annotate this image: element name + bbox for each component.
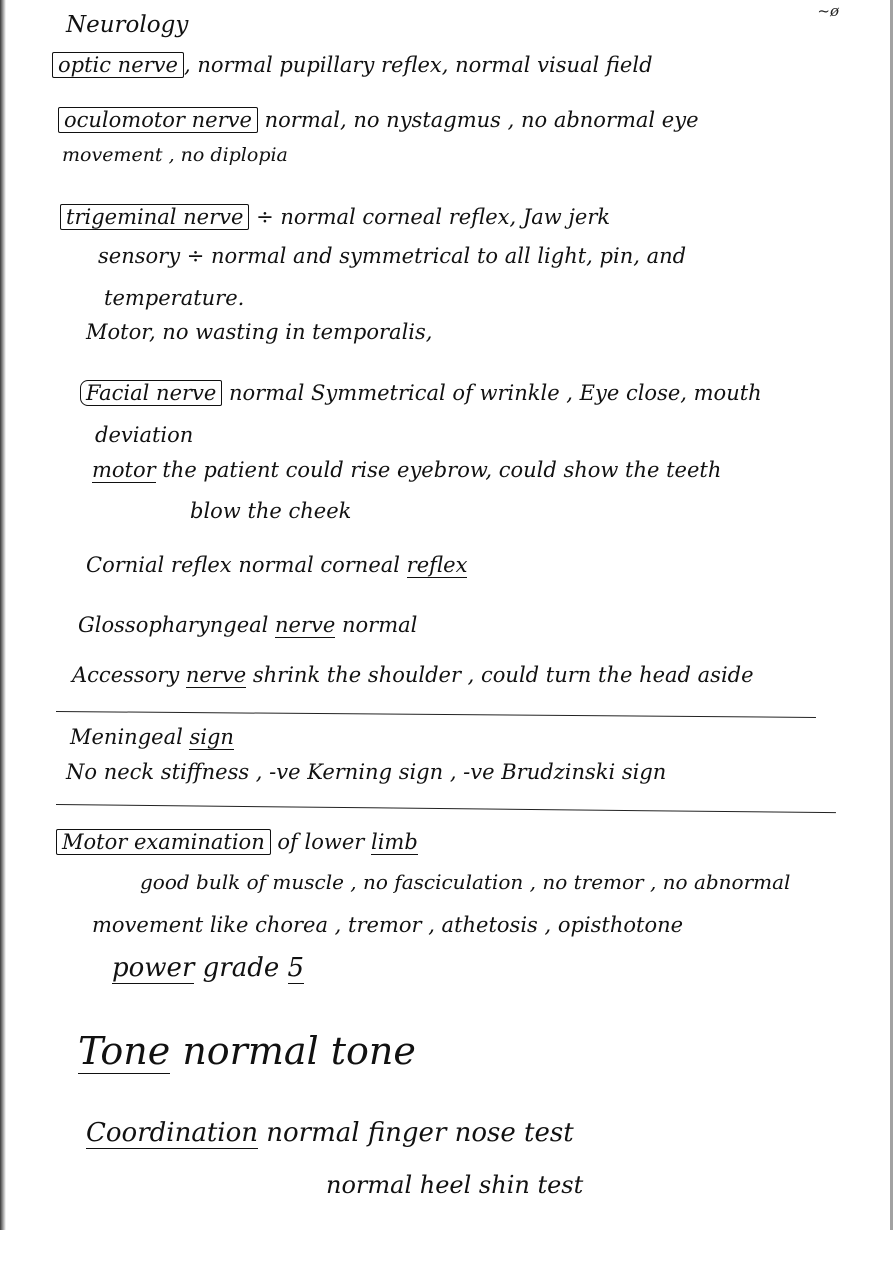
optic-text: , normal pupillary reflex, normal visual field xyxy=(183,53,653,77)
facial-line4: blow the cheek xyxy=(190,499,352,523)
tone-line xyxy=(78,1029,416,1073)
glosso-text: normal xyxy=(335,613,418,637)
coordination-line2: normal heel shin test xyxy=(326,1171,584,1199)
glosso-line xyxy=(78,615,417,636)
tone-text: normal tone xyxy=(170,1029,416,1073)
coordination-label: Coordination xyxy=(86,1118,258,1148)
facial-motor-line xyxy=(92,460,721,481)
oculomotor-line xyxy=(58,110,699,131)
accessory-line xyxy=(72,665,754,686)
trigeminal-text: ÷ normal corneal reflex, Jaw jerk xyxy=(256,205,611,229)
facial-label: Facial nerve xyxy=(80,380,222,406)
facial-line xyxy=(80,383,762,404)
corneal-text: normal corneal xyxy=(231,553,407,577)
trigeminal-sensory-1: sensory ÷ normal and symmetrical to all light, pin, and xyxy=(98,244,687,268)
accessory-label: Accessory xyxy=(72,663,186,687)
corneal-label: Cornial reflex xyxy=(86,553,232,577)
motor-exam-line3: movement like chorea , tremor , athetosis , opisthotone xyxy=(92,913,684,937)
oculomotor-text: normal, no nystagmus , no abnormal eye xyxy=(257,108,699,132)
facial-text: normal Symmetrical of wrinkle , Eye close, mouth xyxy=(222,381,762,405)
motor-exam-line xyxy=(56,832,418,853)
coordination-text: normal finger nose test xyxy=(258,1118,574,1148)
facial-motor-label: motor xyxy=(92,458,156,482)
accessory-text: shrink the shoulder , could turn the head aside xyxy=(246,663,754,687)
meningeal-heading xyxy=(70,727,234,748)
corneal-line xyxy=(86,555,467,576)
optic-line xyxy=(52,55,653,76)
motor-exam-label: Motor examination xyxy=(56,829,271,855)
tone-label: Tone xyxy=(78,1029,171,1073)
facial-line2: deviation xyxy=(95,423,194,447)
motor-exam-text: of lower xyxy=(270,830,371,854)
meningeal-text: No neck stiffness , -ve Kerning sign , -ve Brudzinski sign xyxy=(66,760,667,784)
page-title: Neurology xyxy=(66,12,189,38)
power-text: grade xyxy=(194,953,288,983)
oculomotor-line2: movement , no diplopia xyxy=(62,144,288,166)
power-value: 5 xyxy=(287,953,305,983)
power-label: power xyxy=(112,953,195,983)
coordination-line xyxy=(86,1120,574,1146)
trigeminal-line xyxy=(60,207,610,228)
oculomotor-label: oculomotor nerve xyxy=(58,107,258,133)
corneal-end: reflex xyxy=(406,553,468,577)
glosso-label: Glossopharyngeal xyxy=(78,613,276,637)
meningeal-label2: sign xyxy=(189,725,234,749)
motor-exam-line2: good bulk of muscle , no fasciculation , no tremor , no abnormal xyxy=(140,870,791,894)
trigeminal-motor: Motor, no wasting in temporalis, xyxy=(86,320,433,344)
motor-exam-text2: limb xyxy=(370,830,418,854)
corner-mark: ~ø xyxy=(817,2,839,20)
optic-nerve-label: optic nerve xyxy=(52,52,184,78)
power-line xyxy=(112,955,304,981)
separator-1 xyxy=(56,711,816,718)
facial-motor-text: the patient could rise eyebrow, could show the teeth xyxy=(155,458,722,482)
scan-edge-left xyxy=(0,0,6,1230)
trigeminal-sensory-2: temperature. xyxy=(104,286,245,310)
trigeminal-label: trigeminal nerve xyxy=(60,204,249,230)
glosso-label2: nerve xyxy=(275,613,336,637)
separator-2 xyxy=(56,804,836,813)
meningeal-label: Meningeal xyxy=(70,725,190,749)
accessory-label2: nerve xyxy=(185,663,247,687)
